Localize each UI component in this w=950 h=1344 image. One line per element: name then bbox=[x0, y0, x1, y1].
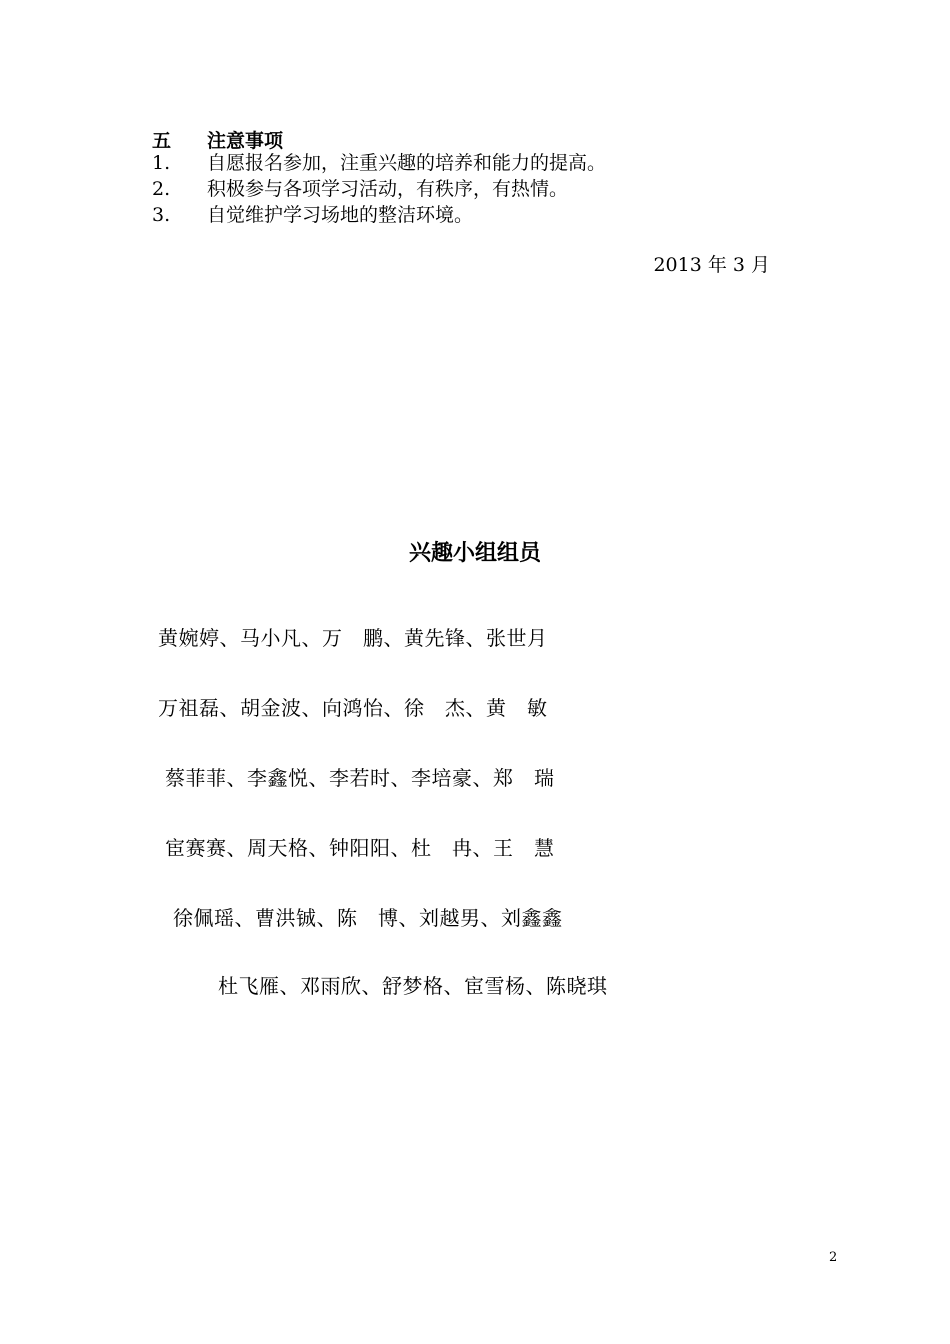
note-index: 1. bbox=[152, 152, 171, 174]
section-title: 注意事项 bbox=[207, 130, 284, 152]
note-item bbox=[152, 202, 473, 228]
note-text: 自愿报名参加，注重兴趣的培养和能力的提高。 bbox=[207, 152, 607, 174]
document-date: 2013 年 3 月 bbox=[653, 254, 770, 276]
note-index: 3. bbox=[152, 204, 171, 226]
page-number: 2 bbox=[829, 1250, 838, 1265]
member-row: 黄婉婷、马小凡、万 鹏、黄先锋、张世月 bbox=[158, 626, 548, 650]
section-heading bbox=[152, 126, 283, 153]
member-row: 蔡菲菲、李鑫悦、李若时、李培豪、郑 瑞 bbox=[165, 766, 555, 790]
note-item bbox=[152, 176, 568, 202]
member-row: 徐佩瑶、曹洪铖、陈 博、刘越男、刘鑫鑫 bbox=[173, 906, 563, 930]
note-text: 自觉维护学习场地的整洁环境。 bbox=[207, 204, 474, 226]
note-text: 积极参与各项学习活动，有秩序，有热情。 bbox=[207, 178, 569, 200]
member-row: 宦赛赛、周天格、钟阳阳、杜 冉、王 慧 bbox=[165, 836, 555, 860]
section-number: 五 bbox=[152, 130, 172, 152]
member-row: 万祖磊、胡金波、向鸿怡、徐 杰、黄 敏 bbox=[158, 696, 548, 720]
note-index: 2. bbox=[152, 178, 171, 200]
note-item bbox=[152, 150, 606, 176]
members-title: 兴趣小组组员 bbox=[408, 541, 541, 566]
member-row: 杜飞雁、邓雨欣、舒梦格、宦雪杨、陈晓琪 bbox=[218, 974, 608, 998]
